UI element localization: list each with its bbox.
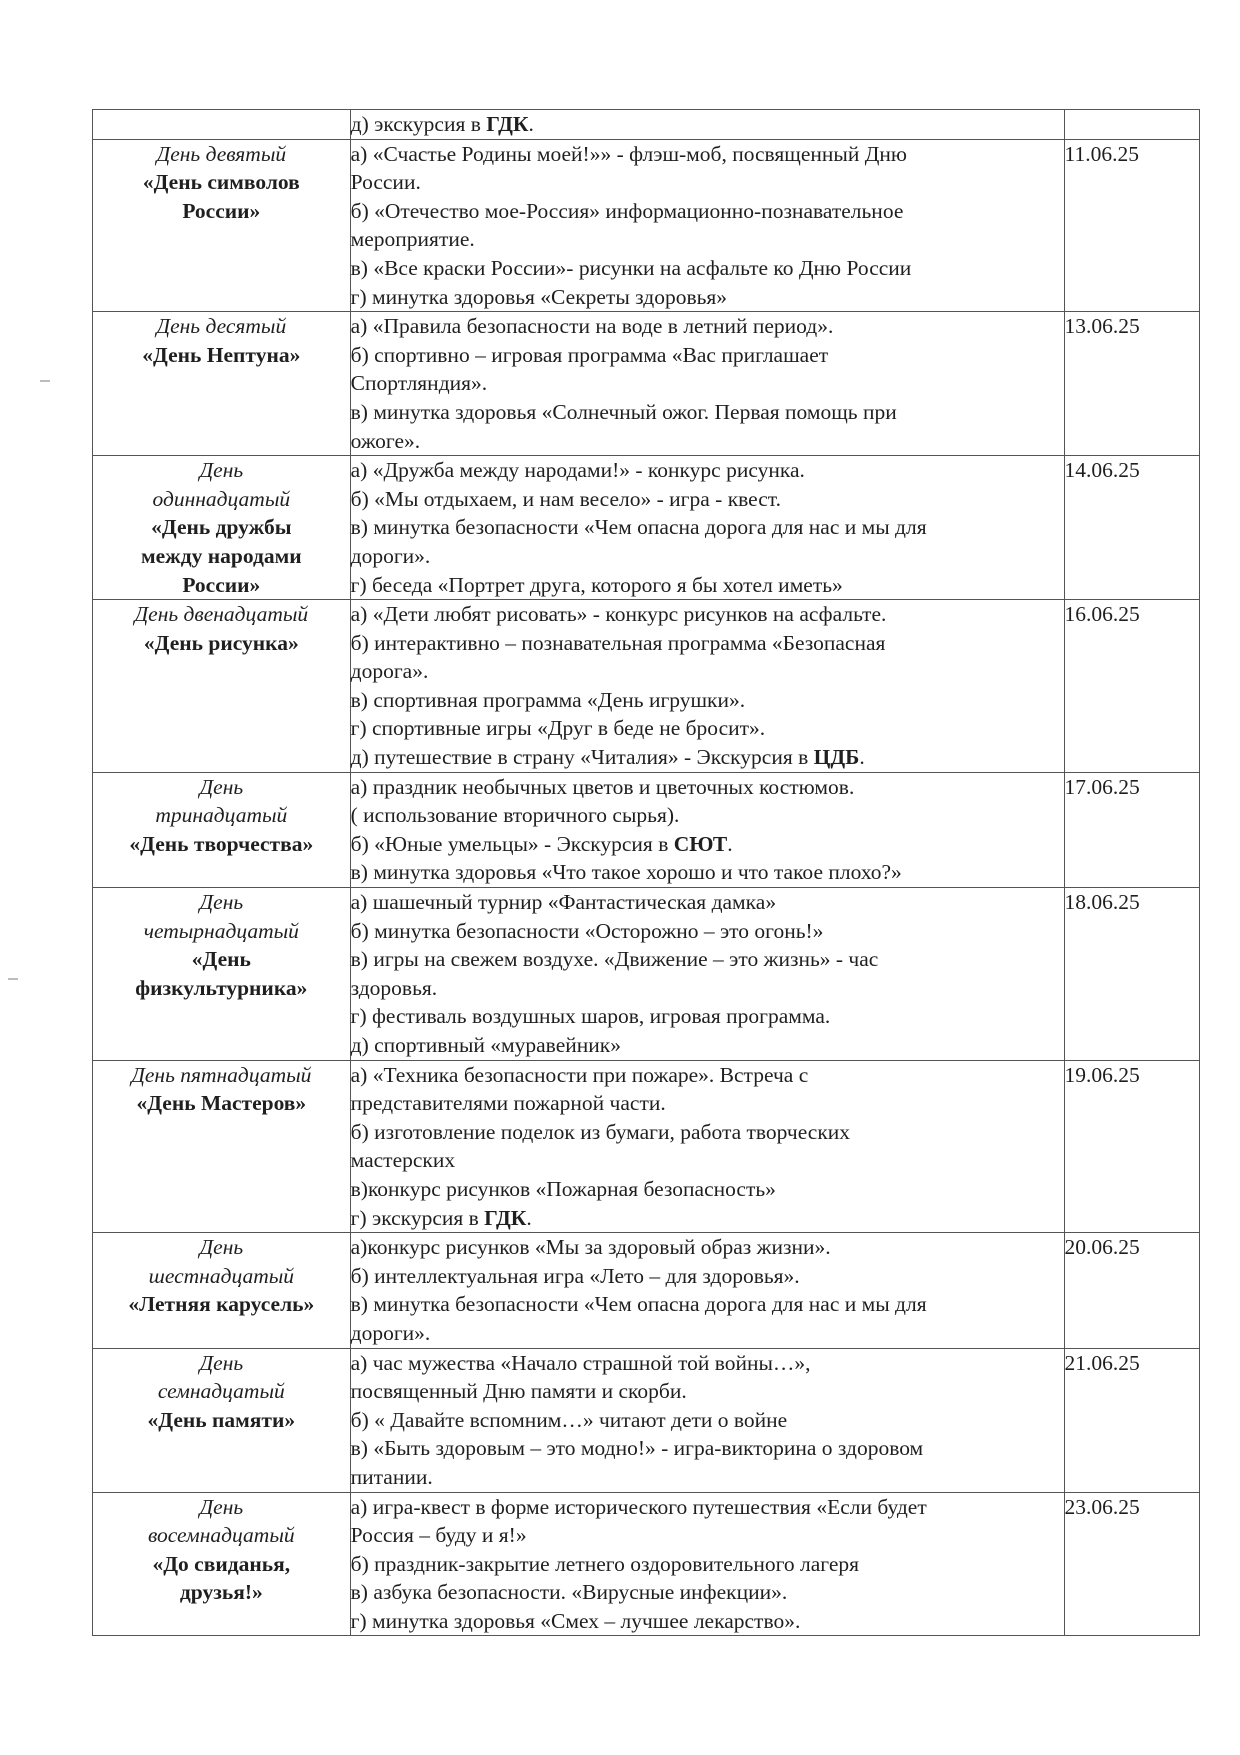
activity-text: а) «Техника безопасности при пожаре». Встреча с — [350, 1062, 809, 1087]
activity-text: г) экскурсия в — [350, 1205, 485, 1230]
day-title: «Летняя карусель» — [128, 1292, 315, 1317]
activity-text: дороги». — [350, 1320, 431, 1345]
activity-text: г) минутка здоровья «Секреты здоровья» — [350, 284, 728, 309]
date-cell — [1064, 1233, 1199, 1348]
activity-line — [351, 283, 1064, 312]
schedule-row — [93, 1233, 1200, 1348]
date-cell — [1064, 772, 1199, 887]
activity-line — [351, 1118, 1064, 1147]
activity-line — [351, 600, 1064, 629]
activities-cell — [350, 139, 1064, 312]
event-date: 18.06.25 — [1064, 890, 1140, 915]
day-ordinal: День — [199, 1494, 244, 1519]
activity-text: дорога». — [350, 659, 429, 684]
day-cell — [93, 600, 351, 773]
date-cell — [1064, 110, 1199, 140]
scan-mark-left-2 — [8, 978, 18, 980]
activity-text: д) спортивный «муравейник» — [350, 1033, 621, 1057]
day-ordinal: День десятый — [156, 314, 287, 339]
activity-text: а) игра-квест в форме исторического путешествия «Если будет — [350, 1494, 927, 1519]
activity-text: д) путешествие в страну «Читалия» - Экскурсия в — [350, 745, 814, 770]
event-date: 19.06.25 — [1064, 1062, 1140, 1087]
activity-line — [351, 1290, 1064, 1319]
activity-text: в) «Быть здоровым – это модно!» - игра-викторина о здоровом — [350, 1436, 924, 1461]
day-ordinal: шестнадцатый — [148, 1263, 295, 1288]
activities-cell — [350, 456, 1064, 600]
activity-line — [351, 945, 1064, 974]
activity-line — [351, 1002, 1064, 1031]
day-title: «День памяти» — [147, 1407, 296, 1432]
day-cell — [93, 456, 351, 600]
activity-line — [351, 888, 1064, 917]
day-title: «День символов — [142, 170, 300, 195]
day-ordinal: День — [199, 1350, 244, 1375]
day-cell — [93, 312, 351, 456]
activity-text: России. — [350, 170, 421, 195]
activity-text: в) «Все краски России»- рисунки на асфальте ко Дню России — [350, 255, 912, 280]
day-ordinal: День — [199, 458, 244, 483]
activity-text: г) беседа «Портрет друга, которого я бы хотел иметь» — [350, 572, 843, 597]
venue-name: ЦДБ — [813, 745, 860, 770]
activity-text: посвященный Дню памяти и скорби. — [350, 1379, 687, 1404]
day-ordinal: одиннадцатый — [152, 486, 291, 511]
activity-text: б) « Давайте вспомним…» читают дети о войне — [350, 1407, 788, 1432]
activity-text: а) час мужества «Начало страшной той войны…», — [350, 1350, 811, 1375]
scan-mark-left-1 — [40, 380, 50, 382]
event-date: 14.06.25 — [1064, 458, 1140, 483]
activity-line — [351, 485, 1064, 514]
activity-line — [351, 225, 1064, 254]
venue-name: ГДК — [484, 1205, 527, 1230]
activity-text: б) спортивно – игровая программа «Вас приглашает — [350, 342, 829, 367]
activity-line — [351, 140, 1064, 169]
activities-cell — [350, 1492, 1064, 1636]
activity-line — [351, 801, 1064, 830]
schedule-row — [93, 139, 1200, 312]
date-cell — [1064, 312, 1199, 456]
activity-line — [351, 714, 1064, 743]
event-date: 23.06.25 — [1064, 1494, 1140, 1519]
activity-line — [351, 312, 1064, 341]
schedule-body — [93, 110, 1200, 1636]
activities-cell — [350, 312, 1064, 456]
day-title: физкультурника» — [135, 975, 308, 1000]
activity-line — [351, 858, 1064, 887]
activity-text: мастерских — [350, 1148, 456, 1173]
day-title: «День творчества» — [129, 831, 314, 856]
date-cell — [1064, 888, 1199, 1061]
activity-line — [351, 1262, 1064, 1291]
activity-line — [351, 686, 1064, 715]
activities-cell — [350, 888, 1064, 1061]
schedule-row — [93, 1492, 1200, 1636]
activity-line — [351, 1463, 1064, 1492]
schedule-row — [93, 772, 1200, 887]
event-date: 11.06.25 — [1064, 141, 1139, 166]
activity-line — [351, 1061, 1064, 1090]
day-ordinal: День — [199, 1235, 244, 1260]
activity-text-end: . — [859, 745, 865, 770]
day-title: между народами — [140, 543, 302, 568]
activity-line — [351, 1406, 1064, 1435]
day-title: «До свиданья, — [152, 1551, 291, 1576]
activity-line — [351, 1146, 1064, 1175]
activity-text: в) игры на свежем воздухе. «Движение – это жизнь» - час — [350, 947, 879, 972]
day-title: «День дружбы — [151, 515, 292, 540]
day-cell — [93, 110, 351, 140]
activity-line — [351, 427, 1064, 456]
activity-line — [351, 1377, 1064, 1406]
activity-text: мероприятие. — [350, 227, 475, 252]
date-cell — [1064, 1060, 1199, 1233]
activity-line — [351, 773, 1064, 802]
activity-line — [351, 657, 1064, 686]
date-cell — [1064, 456, 1199, 600]
activity-text: в) минутка безопасности «Чем опасна дорога для нас и мы для — [350, 515, 927, 540]
activity-line — [351, 629, 1064, 658]
day-ordinal: День — [199, 774, 244, 799]
activity-text: б) «Мы отдыхаем, и нам весело» - игра - квест. — [350, 486, 781, 511]
activity-text: ожоге». — [350, 428, 421, 453]
day-title: «День рисунка» — [143, 630, 299, 655]
activity-text: в)конкурс рисунков «Пожарная безопасность» — [350, 1176, 776, 1201]
activity-text: в) минутка здоровья «Что такое хорошо и что такое плохо?» — [350, 860, 902, 885]
activity-line — [351, 571, 1064, 600]
date-cell — [1064, 600, 1199, 773]
venue-name: СЮТ — [673, 831, 728, 856]
schedule-row — [93, 600, 1200, 773]
day-ordinal: День пятнадцатый — [131, 1062, 312, 1087]
day-ordinal: День девятый — [156, 141, 287, 166]
activity-text: а) праздник необычных цветов и цветочных костюмов. — [350, 774, 855, 799]
event-date: 21.06.25 — [1064, 1350, 1140, 1375]
activity-line — [351, 1031, 1064, 1060]
activity-line — [351, 456, 1064, 485]
activity-line — [351, 1578, 1064, 1607]
activity-text: б) изготовление поделок из бумаги, работа творческих — [350, 1119, 851, 1144]
activity-line — [351, 1434, 1064, 1463]
day-cell — [93, 1492, 351, 1636]
activity-line — [351, 398, 1064, 427]
day-cell — [93, 1348, 351, 1492]
activity-text-end: . — [526, 1205, 532, 1230]
day-cell — [93, 888, 351, 1061]
activity-line — [351, 168, 1064, 197]
date-cell — [1064, 1348, 1199, 1492]
activity-text: а) «Правила безопасности на воде в летний период». — [350, 314, 834, 339]
activity-line — [351, 1493, 1064, 1522]
activity-line — [351, 1521, 1064, 1550]
date-cell — [1064, 139, 1199, 312]
activity-text: в) минутка безопасности «Чем опасна дорога для нас и мы для — [350, 1292, 927, 1317]
date-cell — [1064, 1492, 1199, 1636]
day-title: «День Нептуна» — [142, 342, 301, 367]
activity-text: б) «Юные умельцы» - Экскурсия в — [350, 831, 674, 856]
event-date: 16.06.25 — [1064, 602, 1140, 627]
activity-line — [351, 1550, 1064, 1579]
activity-line — [351, 369, 1064, 398]
day-title: России» — [182, 198, 261, 223]
activity-text: г) минутка здоровья «Смех – лучшее лекарство». — [350, 1608, 801, 1633]
day-cell — [93, 139, 351, 312]
activity-text: дороги». — [350, 543, 431, 568]
activity-text: а) «Дети любят рисовать» - конкурс рисунков на асфальте. — [350, 602, 887, 627]
activity-line — [351, 830, 1064, 859]
activity-text: б) праздник-закрытие летнего оздоровительного лагеря — [350, 1551, 860, 1576]
schedule-row — [93, 1348, 1200, 1492]
activity-text: б) минутка безопасности «Осторожно – это огонь!» — [350, 918, 824, 943]
venue-name: ГДК — [486, 112, 529, 136]
activity-text: б) «Отечество мое-Россия» информационно-познавательное — [350, 198, 904, 223]
activity-line — [351, 1607, 1064, 1636]
day-cell — [93, 772, 351, 887]
day-ordinal: тринадцатый — [155, 803, 288, 828]
event-date: 13.06.25 — [1064, 314, 1140, 339]
day-cell — [93, 1060, 351, 1233]
event-date: 20.06.25 — [1064, 1235, 1140, 1260]
activity-text: а) «Дружба между народами!» - конкурс рисунка. — [350, 458, 805, 483]
activity-text-end: . — [528, 112, 534, 136]
activity-text: в) спортивная программа «День игрушки». — [350, 687, 746, 712]
activities-cell — [350, 600, 1064, 773]
activity-line — [351, 974, 1064, 1003]
schedule-row — [93, 888, 1200, 1061]
activity-text: г) спортивные игры «Друг в беде не бросит». — [350, 716, 766, 741]
activity-line — [351, 513, 1064, 542]
activity-text: б) интеллектуальная игра «Лето – для здоровья». — [350, 1263, 800, 1288]
day-title: «День Мастеров» — [136, 1091, 307, 1116]
day-cell — [93, 1233, 351, 1348]
activity-text: в) азбука безопасности. «Вирусные инфекции». — [350, 1580, 788, 1605]
activity-text: питании. — [350, 1464, 433, 1489]
activity-text: здоровья. — [350, 975, 438, 1000]
day-title: «День — [191, 947, 251, 972]
activity-line — [351, 743, 1064, 772]
activity-line — [351, 1319, 1064, 1348]
camp-schedule-table — [92, 109, 1200, 1636]
activity-line — [351, 1349, 1064, 1378]
activity-text: Спортляндия». — [350, 371, 488, 396]
activity-text: а)конкурс рисунков «Мы за здоровый образ жизни». — [350, 1235, 831, 1260]
activity-line — [351, 110, 1064, 139]
activity-text: ( использование вторичного сырья). — [350, 803, 680, 828]
activity-line — [351, 197, 1064, 226]
activities-cell — [350, 110, 1064, 140]
activities-cell — [350, 1060, 1064, 1233]
day-ordinal: День двенадцатый — [134, 602, 309, 627]
schedule-row — [93, 110, 1200, 140]
activity-text: а) «Счастье Родины моей!»» - флэш-моб, посвященный Дню — [350, 141, 907, 166]
schedule-row — [93, 1060, 1200, 1233]
activity-line — [351, 341, 1064, 370]
activity-line — [351, 1204, 1064, 1233]
schedule-row — [93, 312, 1200, 456]
activity-text: в) минутка здоровья «Солнечный ожог. Первая помощь при — [350, 399, 897, 424]
activity-text: г) фестиваль воздушных шаров, игровая программа. — [350, 1004, 831, 1029]
day-ordinal: семнадцатый — [157, 1379, 285, 1404]
activity-line — [351, 917, 1064, 946]
activity-text: Россия – буду и я!» — [350, 1523, 527, 1548]
activity-text: а) шашечный турнир «Фантастическая дамка» — [350, 890, 777, 915]
day-title: друзья!» — [179, 1580, 263, 1605]
activities-cell — [350, 772, 1064, 887]
activity-line — [351, 1089, 1064, 1118]
activity-line — [351, 1233, 1064, 1262]
day-ordinal: День — [199, 890, 244, 915]
activity-line — [351, 1175, 1064, 1204]
schedule-row — [93, 456, 1200, 600]
activity-line — [351, 542, 1064, 571]
activity-text: д) экскурсия в — [350, 112, 487, 136]
activities-cell — [350, 1233, 1064, 1348]
activity-text-end: . — [727, 831, 733, 856]
day-ordinal: четырнадцатый — [143, 918, 299, 943]
activity-line — [351, 254, 1064, 283]
activities-cell — [350, 1348, 1064, 1492]
activity-text: б) интерактивно – познавательная программа «Безопасная — [350, 630, 886, 655]
day-ordinal: восемнадцатый — [147, 1523, 295, 1548]
day-title: России» — [182, 572, 261, 597]
event-date: 17.06.25 — [1064, 774, 1140, 799]
activity-text: представителями пожарной части. — [350, 1091, 666, 1116]
